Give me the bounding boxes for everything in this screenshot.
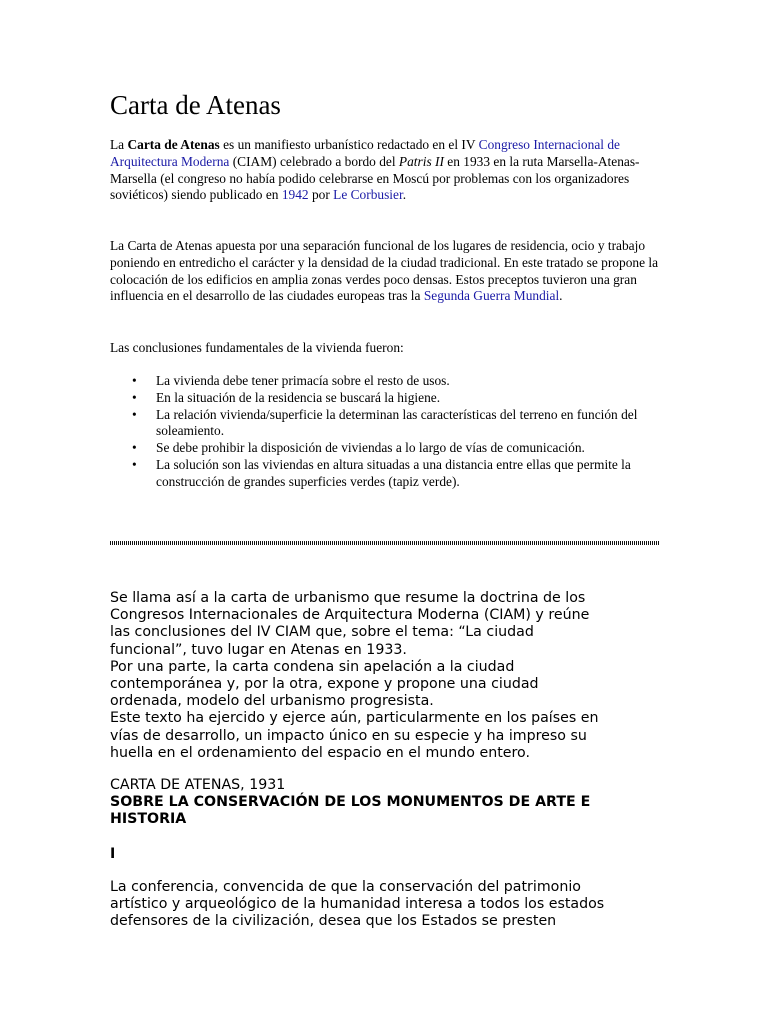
- text-line: Por una parte, la carta condena sin apelación a la ciudad: [110, 658, 515, 675]
- intro-text-1: es un manifiesto urbanístico redactado en el IV: [219, 137, 479, 152]
- list-item-text: La solución son las viviendas en altura situadas a una distancia entre ellas que permite la construcción de grandes superficies verdes (tapiz verde).: [156, 456, 631, 489]
- conclusions-list: [110, 373, 662, 491]
- intro-text-5: .: [402, 187, 407, 203]
- bullet-icon: •: [132, 406, 137, 422]
- list-item: [110, 457, 656, 491]
- list-item-text: Se debe prohibir la disposición de viviendas a lo largo de vías de comunicación.: [156, 440, 585, 456]
- para2-text: La Carta de Atenas apuesta por una separación funcional de los lugares de residencia, ocio y trabajo poniendo en entredicho el carácter y la densidad de la ciudad tradicional. En este tratado se propone la colocación de los edificios en amplia zonas verdes poco densas. Estos preceptos tuvieron una gran influencia en el desarrollo de las ciudades europeas tras la: [110, 238, 659, 304]
- list-item-text: La vivienda debe tener primacía sobre el resto de usos.: [156, 373, 450, 388]
- text-line: las conclusiones del IV CIAM que, sobre el tema: “La ciudad: [110, 624, 534, 641]
- intro-text-2: (CIAM) celebrado a bordo del: [229, 153, 399, 169]
- bullet-icon: •: [132, 456, 137, 472]
- list-item-text: En la situación de la residencia se buscará la higiene.: [156, 389, 441, 405]
- charter-heading-line-1: CARTA DE ATENAS, 1931: [110, 777, 286, 793]
- text-line: contemporánea y, por la otra, expone y propone una ciudad: [110, 676, 539, 693]
- list-item-text: La relación vivienda/superficie la determinan las características del terreno en función del soleamiento.: [156, 406, 638, 439]
- text-line: Congresos Internacionales de Arquitectura Moderna (CIAM) y reúne: [110, 607, 590, 624]
- text-line: vías de desarrollo, un impacto único en su especie y ha impreso su: [110, 727, 587, 744]
- charter-heading-line-2: SOBRE LA CONSERVACIÓN DE LOS MONUMENTOS DE ARTE E: [110, 794, 591, 811]
- text-line: huella en el ordenamiento del espacio en el mundo entero.: [110, 744, 530, 761]
- text-line: La conferencia, convencida de que la conservación del patrimonio: [110, 879, 581, 895]
- intro-text-3: en 1933 en la ruta Marsella-Atenas-Marsella (el congreso no había podido celebrarse en Moscú por problemas con los organizadores soviéticos) siendo publicado en: [110, 153, 640, 203]
- text-line: artístico y arqueológico de la humanidad interesa a todos los estados: [110, 896, 605, 913]
- ciam-summary-paragraph: [110, 590, 670, 762]
- link-year-1942[interactable]: 1942: [281, 187, 309, 203]
- section-number: I: [110, 846, 116, 862]
- conference-paragraph: [110, 879, 670, 931]
- bullet-icon: •: [132, 373, 137, 388]
- conclusions-intro: Las conclusiones fundamentales de la vivienda fueron:: [110, 340, 404, 355]
- text-line: funcional”, tuvo lugar en Atenas en 1933.: [110, 641, 407, 658]
- horizontal-divider: [110, 541, 660, 545]
- intro-paragraph: [110, 137, 662, 204]
- intro-bold-term: Carta de Atenas: [127, 137, 220, 152]
- list-item: [110, 440, 656, 457]
- para2-end: .: [559, 288, 563, 304]
- link-ciam[interactable]: Congreso Internacional de Arquitectura Moderna: [110, 137, 620, 169]
- link-le-corbusier[interactable]: Le Corbusier: [333, 187, 403, 203]
- list-item: [110, 390, 656, 407]
- intro-prefix: La: [110, 137, 128, 152]
- page-title: Carta de Atenas: [110, 90, 281, 120]
- link-second-world-war[interactable]: Segunda Guerra Mundial: [423, 288, 560, 304]
- charter-heading-line-3: HISTORIA: [110, 811, 187, 828]
- bullet-icon: •: [132, 440, 137, 456]
- list-item: [110, 373, 656, 390]
- text-line: Se llama así a la carta de urbanismo que resume la doctrina de los: [110, 590, 586, 606]
- intro-ship-name: Patris II: [398, 153, 444, 169]
- functional-separation-paragraph: [110, 238, 662, 305]
- text-line: defensores de la civilización, desea que los Estados se presten: [110, 913, 557, 930]
- charter-heading: [110, 777, 670, 829]
- list-item: [110, 407, 656, 441]
- text-line: ordenada, modelo del urbanismo progresista.: [110, 693, 434, 710]
- bullet-icon: •: [132, 389, 137, 405]
- intro-text-4: por: [308, 187, 334, 203]
- text-line: Este texto ha ejercido y ejerce aún, particularmente en los países en: [110, 710, 599, 727]
